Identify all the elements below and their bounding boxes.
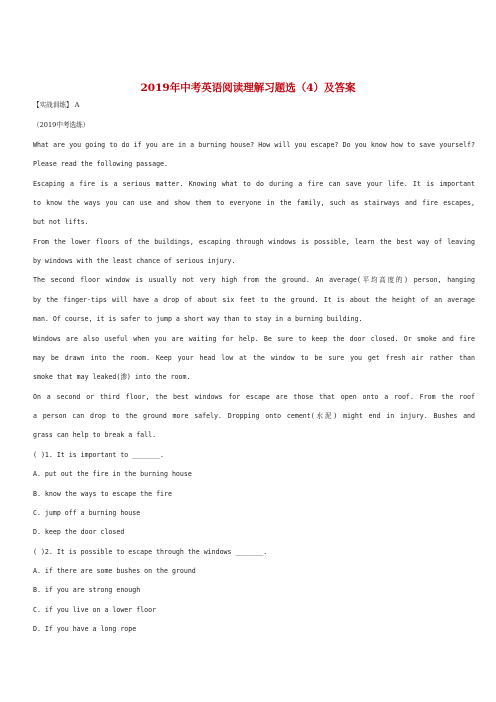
passage-line: grass can help to break a fall.: [33, 431, 157, 439]
passage-line: The second floor window is usually not very high from the ground. An average(平均高度的) person, hanging: [33, 276, 475, 284]
passage-line: but not lifts.: [33, 218, 89, 226]
question-2-option-b: B. if you are strong enough: [33, 586, 141, 594]
passage-line: Windows are also useful when you are waiting for help. Be sure to keep the door closed. Or smoke and fire: [33, 335, 475, 343]
question-1-stem: ( )1. It is important to _______.: [33, 451, 165, 459]
question-1-option-a: A. put out the fire in the burning house: [33, 470, 192, 478]
passage-line: Please read the following passage.: [33, 160, 168, 168]
source-note: （2019中考选练）: [33, 121, 90, 129]
passage-line: From the lower floors of the buildings, escaping through windows is possible, learn the best way of leaving: [33, 238, 475, 246]
question-2-option-a: A. if there are some bushes on the ground: [33, 567, 196, 575]
passage-line: smoke that may leaked(渗) into the room.: [33, 373, 191, 381]
document-title: 2019年中考英语阅读理解习题选（4）及答案: [140, 82, 356, 94]
question-2-option-c: C. if you live on a lower floor: [33, 606, 157, 614]
passage-line: a person can drop to the ground more safely. Dropping onto cement(水泥) might end in injury. Bushes and: [33, 412, 475, 420]
question-2-stem: ( )2. It is possible to escape through the windows _______.: [33, 548, 268, 556]
question-1-option-b: B. know the ways to escape the fire: [33, 490, 172, 498]
passage-line: may be drawn into the room. Keep your head low at the window to be sure you get fresh air rather than: [33, 354, 475, 362]
passage-line: by windows with the least chance of serious injury.: [33, 257, 236, 265]
passage-line: On a second or third floor, the best windows for escape are those that open onto a roof. From the roof: [33, 393, 475, 401]
passage-line: Escaping a fire is a serious matter. Knowing what to do during a fire can save your life. It is important: [33, 180, 475, 188]
passage-line: to know the ways you can use and show them to everyone in the family, such as stairways and fire escapes,: [33, 199, 475, 207]
passage-line: by the finger-tips will have a drop of about six feet to the ground. It is about the height of an average: [33, 296, 475, 304]
passage-line: man. Of course, it is safer to jump a short way than to stay in a burning building.: [33, 315, 363, 323]
question-1-option-d: D. keep the door closed: [33, 528, 125, 536]
section-label: 【实战训练】 A: [33, 101, 80, 109]
question-2-option-d: D. If you have a long rope: [33, 625, 137, 633]
passage-line: What are you going to do if you are in a burning house? How will you escape? Do you know how to save yourself?: [33, 141, 475, 149]
question-1-option-c: C. jump off a burning house: [33, 509, 141, 517]
